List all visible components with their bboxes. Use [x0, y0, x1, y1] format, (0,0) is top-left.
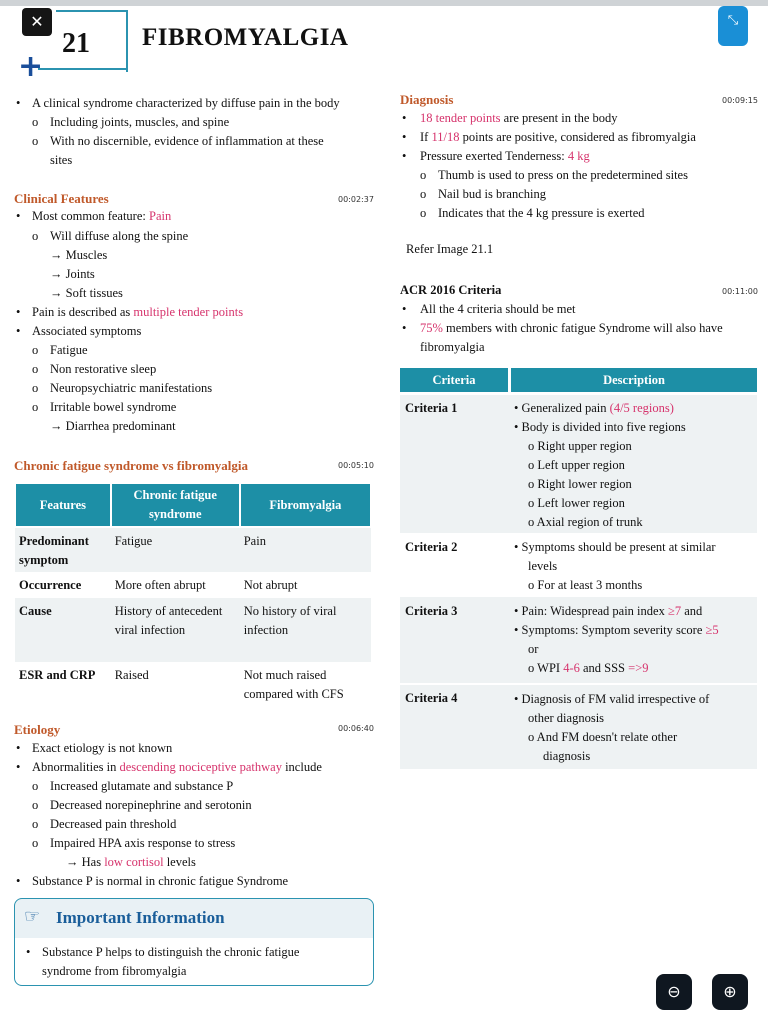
chapter-number: 21: [62, 28, 90, 59]
associated-line: Associated symptoms: [32, 324, 142, 338]
etiology-unknown: Exact etiology is not known: [32, 741, 173, 755]
c3a-value: ≥7: [667, 604, 682, 618]
criteria-2-line: levels: [528, 559, 558, 573]
table-cell: Pain: [240, 527, 371, 572]
c3b-prefix: • Symptoms: Symptom severity score: [514, 623, 706, 637]
tender-suffix: are present in the body: [500, 111, 618, 125]
table-cell: Cause: [15, 598, 111, 662]
bullet: •: [16, 209, 21, 223]
criteria-4-line: • Diagnosis of FM valid irrespective of: [514, 692, 710, 706]
table-cell: Occurrence: [19, 578, 82, 592]
timestamp[interactable]: 00:06:40: [338, 724, 374, 733]
table-cell: Fatigue: [111, 527, 240, 572]
info-line: Substance P helps to distinguish the chronic fatigue: [42, 945, 300, 959]
etiology-item: Increased glutamate and substance P: [50, 779, 234, 793]
fatigue-line: Fatigue: [50, 343, 88, 357]
timestamp[interactable]: 00:11:00: [722, 287, 758, 296]
table-cell: ESR and CRP: [19, 668, 96, 682]
table-header-row: [15, 483, 371, 527]
substance-p-line: Substance P is normal in chronic fatigue Syndrome: [32, 874, 289, 888]
acr-all: All the 4 criteria should be met: [420, 302, 576, 316]
nail-line: Nail bud is branching: [438, 187, 546, 201]
sub-bullet: o: [32, 115, 39, 129]
pos-prefix: If: [420, 130, 432, 144]
bullet: •: [16, 760, 21, 774]
intro-line: sites: [50, 153, 73, 167]
c1a-value: (4/5 regions): [609, 401, 674, 415]
bullet: •: [402, 321, 407, 335]
press-value: 4 kg: [567, 149, 590, 163]
criteria-1-line: o Right lower region: [528, 477, 632, 491]
expand-icon: ⤡: [727, 13, 739, 28]
sub-bullet: o: [32, 134, 39, 148]
sub-bullet: o: [32, 779, 39, 793]
table-cell: No history of viral infection: [240, 598, 371, 662]
sleep-line: Non restorative sleep: [50, 362, 157, 376]
criteria-3-label: Criteria 3: [405, 604, 458, 618]
ibs-line: Irritable bowel syndrome: [50, 400, 177, 414]
cort-prefix: → Has: [66, 855, 105, 869]
pos-value: 11/18: [431, 130, 460, 144]
criteria-1-label: Criteria 1: [405, 401, 458, 415]
abnormalities-line: [32, 758, 322, 777]
table-header: Chronic fatigue syndrome: [111, 483, 240, 527]
etiology-item: Decreased norepinephrine and serotonin: [50, 798, 252, 812]
sub-bullet: o: [32, 817, 39, 831]
criteria-4-line: other diagnosis: [528, 711, 605, 725]
criteria-1-line: o Right upper region: [528, 439, 632, 453]
info-line: syndrome from fibromyalgia: [42, 964, 187, 978]
common-prefix: Most common feature:: [32, 209, 149, 223]
pos-suffix: points are positive, considered as fibromyalgia: [459, 130, 696, 144]
expand-button[interactable]: [718, 6, 748, 46]
table-cell: Not abrupt: [243, 578, 298, 592]
bullet: •: [16, 741, 21, 755]
zoom-in-button[interactable]: [712, 974, 748, 1010]
close-icon: ✕: [30, 12, 44, 31]
cfs-heading: Chronic fatigue syndrome vs fibromyalgia: [14, 458, 249, 473]
info-title: Important Information: [56, 908, 225, 927]
criteria-1-line: • Body is divided into five regions: [514, 420, 686, 434]
bullet: •: [16, 874, 21, 888]
intro-line: Including joints, muscles, and spine: [50, 115, 230, 129]
chapter-title: FIBROMYALGIA: [142, 24, 349, 51]
criteria-2-label: Criteria 2: [405, 540, 458, 554]
table-row: [15, 598, 371, 662]
bullet: •: [16, 96, 21, 110]
refer-image-link[interactable]: Refer Image 21.1: [406, 242, 494, 256]
c3d-value1: 4-6: [563, 661, 580, 675]
bullet: •: [402, 130, 407, 144]
table-cell: Not much raised compared with CFS: [243, 668, 344, 701]
tender-points: [420, 109, 618, 128]
timestamp[interactable]: 00:02:37: [338, 195, 374, 204]
cort-value: low cortisol: [104, 855, 164, 869]
pain-prefix: Pain is described as: [32, 305, 134, 319]
table-cell: Raised: [114, 668, 149, 682]
joints-line: → Joints: [50, 267, 95, 281]
table-cell: More often abrupt: [114, 578, 206, 592]
criteria-3-line: [514, 621, 719, 640]
table-row: [15, 662, 371, 708]
sub-bullet: o: [32, 836, 39, 850]
sub-bullet: o: [32, 381, 39, 395]
top-strip: [0, 0, 768, 6]
c3a-prefix: • Pain: Widespread pain index: [514, 604, 668, 618]
table-header: Features: [15, 483, 111, 527]
close-button[interactable]: [22, 8, 52, 36]
bullet: •: [402, 149, 407, 163]
table-cell: History of antecedent viral infection: [111, 598, 240, 662]
abn-suffix: include: [281, 760, 322, 774]
thumb-line: Thumb is used to press on the predetermined sites: [438, 168, 688, 182]
zoom-in-icon: ⊕: [723, 982, 737, 1001]
cortisol-line: [66, 853, 196, 872]
sub-bullet: o: [32, 343, 39, 357]
etiology-heading: Etiology: [14, 722, 61, 737]
timestamp[interactable]: 00:05:10: [338, 461, 374, 470]
abn-prefix: Abnormalities in: [32, 760, 120, 774]
common-feature: [32, 207, 171, 226]
sub-bullet: o: [32, 400, 39, 414]
clinical-features-heading: Clinical Features: [14, 191, 109, 206]
bullet: •: [402, 302, 407, 316]
info-icon: ☞: [24, 906, 41, 927]
pct-value: 75%: [420, 321, 443, 335]
acr-percent: [420, 319, 723, 338]
criteria-3-line: [514, 602, 702, 621]
sub-bullet: o: [420, 187, 427, 201]
abn-value: descending nociceptive pathway: [119, 760, 282, 774]
criteria-3-line: or: [528, 642, 539, 656]
pct-suffix: members with chronic fatigue Syndrome will also have: [442, 321, 723, 335]
common-value: Pain: [149, 209, 172, 223]
sub-bullet: o: [420, 206, 427, 220]
criteria-1-line: o Left lower region: [528, 496, 625, 510]
chapter-underline: [38, 68, 128, 70]
sub-bullet: o: [32, 229, 39, 243]
criteria-4-label: Criteria 4: [405, 691, 458, 705]
cort-suffix: levels: [163, 855, 196, 869]
acr-heading: ACR 2016 Criteria: [400, 283, 502, 297]
muscles-line: → Muscles: [50, 248, 108, 262]
bullet: •: [16, 305, 21, 319]
pressure-line: [420, 147, 590, 166]
bullet: •: [16, 324, 21, 338]
criteria-2-line: o For at least 3 months: [528, 578, 643, 592]
c3b-value: ≥5: [705, 623, 719, 637]
criteria-1-line: o Axial region of trunk: [528, 515, 643, 529]
criteria-3-line: [528, 659, 649, 678]
c3d-value2: =>9: [628, 661, 649, 675]
press-prefix: Pressure exerted Tenderness:: [420, 149, 568, 163]
intro-line: With no discernible, evidence of inflammation at these: [50, 134, 324, 148]
sub-bullet: o: [420, 168, 427, 182]
neuro-line: Neuropsychiatric manifestations: [50, 381, 213, 395]
bullet: •: [26, 945, 31, 959]
etiology-item: Decreased pain threshold: [50, 817, 177, 831]
acr-percent-line2: fibromyalgia: [420, 340, 485, 354]
table-row: [15, 572, 371, 598]
cfs-table: [14, 482, 372, 708]
table-cell: Predominant symptom: [15, 527, 111, 572]
timestamp[interactable]: 00:09:15: [722, 96, 758, 105]
criteria-1-line: [514, 399, 674, 418]
etiology-item: Impaired HPA axis response to stress: [50, 836, 236, 850]
intro-line: A clinical syndrome characterized by diffuse pain in the body: [32, 96, 340, 110]
c1a-prefix: • Generalized pain: [514, 401, 610, 415]
sub-bullet: o: [32, 798, 39, 812]
tender-value: 18 tender points: [420, 111, 501, 125]
plus-icon: +: [18, 49, 44, 84]
criteria-header: Criteria: [432, 373, 476, 387]
description-header: Description: [603, 373, 665, 387]
table-header: Fibromyalgia: [240, 483, 371, 527]
diagnosis-heading: Diagnosis: [400, 92, 454, 107]
zoom-out-icon: ⊖: [667, 982, 681, 1001]
zoom-out-button[interactable]: [656, 974, 692, 1010]
soft-tissues-line: → Soft tissues: [50, 286, 123, 300]
criteria-4-line: o And FM doesn't relate other: [528, 730, 678, 744]
c3d-mid: and SSS: [579, 661, 629, 675]
indicates-line: Indicates that the 4 kg pressure is exerted: [438, 206, 645, 220]
pain-value: multiple tender points: [133, 305, 244, 319]
diarrhea-line: → Diarrhea predominant: [50, 419, 176, 433]
table-row: [15, 527, 371, 572]
diffuse-line: Will diffuse along the spine: [50, 229, 189, 243]
c3a-suffix: and: [681, 604, 703, 618]
pain-described: [32, 303, 243, 322]
sub-bullet: o: [32, 362, 39, 376]
bullet: •: [402, 111, 407, 125]
positive-points: [420, 128, 696, 147]
criteria-1-line: o Left upper region: [528, 458, 625, 472]
criteria-2-line: • Symptoms should be present at similar: [514, 540, 716, 554]
c3d-prefix: o WPI: [528, 661, 564, 675]
criteria-4-line: diagnosis: [543, 749, 591, 763]
